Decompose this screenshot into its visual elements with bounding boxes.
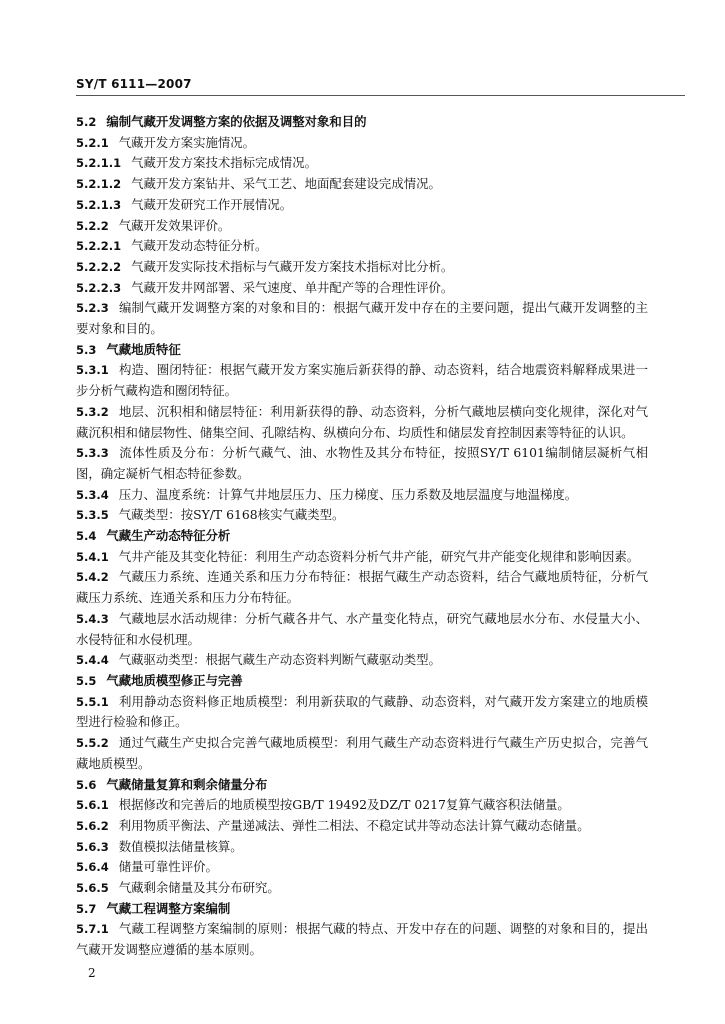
clause-number: 5.5: [76, 673, 97, 688]
clause-number: 5.2.2: [76, 218, 109, 233]
clause-paragraph: [76, 919, 648, 960]
clause-number: 5.4.4: [76, 653, 109, 668]
clause-text: 气藏工程调整方案编制的原则：根据气藏的特点、开发中存在的问题、调整的对象和目的，提出气藏开发调整应遵循的基本原则。: [76, 921, 648, 958]
clause-paragraph: [76, 443, 648, 484]
page-header: SY/T 6111—2007: [76, 77, 192, 91]
section-heading: [76, 526, 648, 547]
clause-text: 气藏生产动态特征分析: [106, 528, 231, 544]
clause-text: 气藏地质模型修正与完善: [106, 672, 243, 688]
clause-text: 气藏工程调整方案编制: [106, 900, 231, 916]
clause-text: 构造、圈闭特征：根据气藏开发方案实施后新获得的静、动态资料，结合地震资料解释成果进一步分析气藏构造和圈闭特征。: [76, 362, 648, 399]
section-heading: [76, 340, 648, 361]
clause-text: 压力、温度系统：计算气井地层压力、压力梯度、压力系数及地层温度与地温梯度。: [118, 486, 578, 502]
clause-text: 气藏压力系统、连通关系和压力分布特征：根据气藏生产动态资料，结合气藏地质特征，分析气藏压力系统、连通关系和压力分布特征。: [76, 569, 648, 606]
clause-text: 气藏开发效果评价。: [118, 217, 231, 233]
clause-number: 5.2.2.3: [76, 280, 122, 295]
clause-text: 气藏开发研究工作开展情况。: [131, 196, 293, 212]
clause-number: 5.6.5: [76, 881, 109, 896]
clause-number: 5.4: [76, 529, 97, 544]
clause-number: 5.6.1: [76, 798, 109, 813]
clause-number: 5.3.2: [76, 404, 109, 419]
clause-number: 5.2.1: [76, 135, 109, 150]
section-heading: [76, 775, 648, 796]
clause-text: 气藏开发实际技术指标与气藏开发方案技术指标对比分析。: [131, 258, 454, 274]
clause-paragraph: [76, 257, 648, 278]
clause-number: 5.2.3: [76, 301, 109, 316]
clause-number: 5.2.1.2: [76, 177, 122, 192]
clause-number: 5.2: [76, 115, 97, 129]
clause-paragraph: [76, 174, 648, 195]
clause-text: 编制气藏开发调整方案的对象和目的：根据气藏开发中存在的主要问题，提出气藏开发调整的主要对象和目的。: [76, 300, 648, 337]
clause-number: 5.3.3: [76, 446, 109, 461]
clause-paragraph: [76, 485, 648, 506]
clause-paragraph: [76, 133, 648, 154]
clause-text: 编制气藏开发调整方案的依据及调整对象和目的: [106, 114, 367, 129]
clause-text: 利用静动态资料修正地质模型：利用新获取的气藏静、动态资料，对气藏开发方案建立的地质模型进行检验和修正。: [76, 693, 648, 730]
clause-paragraph: [76, 505, 648, 526]
clause-number: 5.6: [76, 777, 97, 792]
clause-text: 气藏开发方案技术指标完成情况。: [131, 155, 317, 171]
clause-number: 5.2.1.1: [76, 156, 122, 171]
clause-paragraph: [76, 609, 648, 650]
clause-text: 通过气藏生产史拟合完善气藏地质模型：利用气藏生产动态资料进行气藏生产历史拟合，完善气藏地质模型。: [76, 735, 648, 771]
clause-text: 储量可靠性评价。: [118, 859, 218, 875]
clause-number: 5.5.1: [76, 694, 109, 709]
clause-paragraph: [76, 195, 648, 216]
page-number: 2: [88, 966, 96, 980]
clause-paragraph: [76, 816, 648, 837]
clause-paragraph: [76, 360, 648, 401]
clause-text: 数值模拟法储量核算。: [118, 838, 243, 854]
clause-text: 气藏开发井网部署、采气速度、单井配产等的合理性评价。: [131, 279, 454, 295]
clause-number: 5.2.2.2: [76, 259, 122, 274]
clause-text: 地层、沉积相和储层特征：利用新获得的静、动态资料，分析气藏地层横向变化规律，深化对气藏沉积相和储层物性、储集空间、孔隙结构、纵横向分布、均质性和储层发育控制因素等特征的认识。: [76, 403, 648, 440]
clause-number: 5.5.2: [76, 736, 109, 751]
section-heading: [76, 112, 648, 133]
clause-text: 气藏地质特征: [106, 341, 181, 357]
clause-paragraph: [76, 278, 648, 299]
clause-text: 气藏开发方案钻井、采气工艺、地面配套建设完成情况。: [131, 176, 441, 192]
clause-paragraph: [76, 216, 648, 237]
clause-paragraph: [76, 795, 648, 816]
clause-paragraph: [76, 298, 648, 339]
clause-paragraph: [76, 692, 648, 733]
clause-number: 5.3: [76, 342, 97, 357]
clause-text: 流体性质及分布：分析气藏气、油、水物性及其分布特征，按照SY/T 6101编制储层凝析气相图，确定凝析气相态特征参数。: [76, 445, 648, 481]
clause-text: 气藏地层水活动规律：分析气藏各井气、水产量变化特点，研究气藏地层水分布、水侵量大小、水侵特征和水侵机理。: [76, 610, 648, 647]
header-rule: [76, 95, 685, 96]
clause-text: 气藏类型：按SY/T 6168核实气藏类型。: [118, 507, 345, 523]
clause-text: 气藏开发动态特征分析。: [131, 238, 268, 254]
clause-number: 5.7: [76, 901, 97, 916]
clause-paragraph: [76, 567, 648, 608]
clause-number: 5.6.3: [76, 839, 109, 854]
clause-number: 5.3.1: [76, 363, 109, 378]
clause-number: 5.2.1.3: [76, 197, 122, 212]
clause-paragraph: [76, 650, 648, 671]
clause-paragraph: [76, 547, 648, 568]
clause-text: 气藏储量复算和剩余储量分布: [106, 776, 268, 792]
clause-paragraph: [76, 733, 648, 774]
clause-text: 利用物质平衡法、产量递减法、弹性二相法、不稳定试井等动态法计算气藏动态储量。: [118, 817, 590, 833]
clause-text: 气藏驱动类型：根据气藏生产动态资料判断气藏驱动类型。: [118, 652, 441, 668]
clause-number: 5.6.4: [76, 860, 109, 875]
document-body: [76, 112, 648, 961]
clause-paragraph: [76, 878, 648, 899]
clause-number: 5.4.3: [76, 611, 109, 626]
clause-text: 根据修改和完善后的地质模型按GB/T 19492及DZ/T 0217复算气藏容积法储量。: [118, 797, 570, 813]
clause-paragraph: [76, 837, 648, 858]
clause-number: 5.3.4: [76, 487, 109, 502]
clause-paragraph: [76, 402, 648, 443]
section-heading: [76, 671, 648, 692]
section-heading: [76, 899, 648, 920]
clause-number: 5.3.5: [76, 508, 109, 523]
clause-paragraph: [76, 153, 648, 174]
clause-paragraph: [76, 857, 648, 878]
clause-paragraph: [76, 236, 648, 257]
clause-text: 气藏剩余储量及其分布研究。: [118, 880, 280, 896]
clause-text: 气井产能及其变化特征：利用生产动态资料分析气井产能，研究气井产能变化规律和影响因素。: [118, 548, 640, 564]
clause-number: 5.4.1: [76, 549, 109, 564]
clause-number: 5.2.2.1: [76, 239, 122, 254]
clause-text: 气藏开发方案实施情况。: [118, 134, 256, 150]
clause-number: 5.7.1: [76, 922, 109, 937]
clause-number: 5.4.2: [76, 570, 109, 585]
clause-number: 5.6.2: [76, 818, 109, 833]
